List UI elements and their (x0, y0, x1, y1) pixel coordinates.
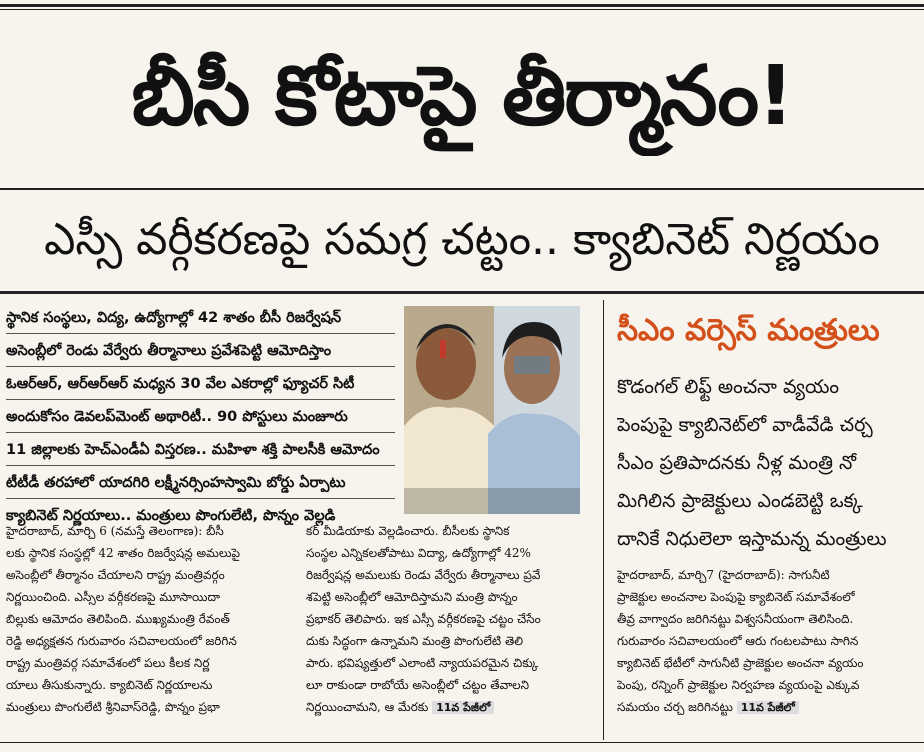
article-line: రెడ్డి అధ్యక్షతన గురువారం సచివాలయంలో జరిగిన (6, 634, 237, 648)
side-body-line: సమయం చర్చ జరిగినట్టు (617, 700, 733, 714)
side-highlight: పెంపుపై క్యాబినెట్‌లో వాడీవేడి చర్చ (617, 414, 873, 436)
side-body-line: పెంపు, రన్నింగ్ ప్రాజెక్టుల నిర్వహణ వ్యయంపై ఎక్కువ (617, 678, 860, 692)
highlight-item: ఓఆర్ఆర్, ఆర్ఆర్ఆర్ మధ్యన 30 వేల ఎకరాల్లో ఫ్యూచర్ సిటీ (6, 369, 395, 400)
article-line: కర్ మీడియాకు వెల్లడించారు. బీసీలకు స్థానిక (306, 524, 510, 538)
side-body-line-last (617, 696, 917, 718)
article-line-last (306, 696, 598, 718)
highlight-item: అందుకోసం డెవలప్‌మెంట్ అథారిటీ.. 90 పోస్టులు మంజూరు (6, 402, 395, 433)
bottom-rule (0, 742, 924, 743)
subhead-divider (0, 291, 924, 294)
ministers-photo-art (404, 306, 580, 514)
highlight-item: టీటీడీ తరహాలో యాదగిరి లక్ష్మీనర్సింహస్వామి బోర్డు ఏర్పాటు (6, 468, 395, 499)
side-highlight: దానికే నిధులెలా ఇస్తామన్న మంత్రులు (617, 528, 887, 550)
top-rule (0, 4, 924, 7)
article-line: రాష్ట్ర మంత్రివర్గ సమావేశంలో పలు కీలక నిర్ణ (6, 656, 210, 670)
side-body-line: తీవ్ర వాగ్వాదం జరిగినట్టు విశ్వసనీయంగా తెలిసింది. (617, 612, 854, 626)
highlight-item: స్థానిక సంస్థలు, విద్య, ఉద్యోగాల్లో 42 శాతం బీసీ రిజర్వేషన్ (6, 303, 395, 334)
side-story-body (617, 564, 917, 718)
highlight-item: క్యాబినెట్ నిర్ణయాలు.. మంత్రులు పొంగులేటి, పొన్నం వెల్లడి (6, 508, 336, 524)
side-highlight: సీఎం ప్రతిపాదనకు నీళ్ల మంత్రి నో (617, 452, 857, 474)
side-body-line: గురువారం సచివాలయంలో ఆరు గంటలపాటు సాగిన (617, 634, 859, 648)
thin-rule-top (0, 9, 924, 10)
article-line: పారు. భవిష్యత్తులో ఎలాంటి న్యాయపరమైన చిక్కు (306, 656, 539, 670)
article-line: హైదరాబాద్, మార్చి 6 (నమస్తే తెలంగాణ): బీసీ (6, 524, 224, 538)
side-body-line: హైదరాబాద్, మార్చి7 (హైదరాబాద్): సాగునీటి (617, 568, 830, 582)
article-line: దుకు సిద్ధంగా ఉన్నామని మంత్రి పొంగులేటి తెలి (306, 634, 524, 648)
article-middle-column (306, 520, 598, 718)
article-line: శపెట్టి అసెంబ్లీలో ఆమోదిస్తామని మంత్రి పొన్నం (306, 590, 518, 604)
column-divider (603, 300, 604, 740)
article-line: ప్రభాకర్ తెలిపారు. ఇక ఎస్సీ వర్గీకరణపై చట్టం చేసేం (306, 612, 541, 626)
article-line: అసెంబ్లీలో తీర్మానం చేయాలని రాష్ట్ర మంత్రివర్గం (6, 568, 225, 582)
article-line: నిర్ణయించామని, ఆ మేరకు (306, 700, 429, 714)
article-line: నిర్ణయించింది. ఎస్సీల వర్గీకరణపై మూసాయిదా (6, 590, 220, 604)
headline: బీసీ కోటాపై తీర్మానం! (131, 49, 793, 144)
article-left-column (6, 520, 298, 718)
article-line: రిజర్వేషన్ల అమలుకు రెండు వేర్వేరు తీర్మానాలు ప్రవే (306, 568, 541, 582)
article-line: బిల్లుకు ఆమోదం తెలిపింది. ముఖ్యమంత్రి రేవంత్ (6, 612, 230, 626)
continued-page-ref[interactable]: 11వ పేజీలో (737, 701, 799, 714)
ministers-photo (404, 306, 580, 514)
side-highlight: కొడంగల్ లిఫ్ట్ అంచనా వ్యయం (617, 376, 840, 398)
continued-page-ref[interactable]: 11వ పేజీలో (432, 701, 494, 714)
article-line: సంస్థల ఎన్నికలతోపాటు విద్యా, ఉద్యోగాల్లో 42% (306, 546, 531, 560)
side-body-line: క్యాబినెట్ భేటీలో సాగునీటి ప్రాజెక్టుల అంచనా వ్యయం (617, 656, 864, 670)
highlight-item: 11 జిల్లాలకు హెచ్ఎండీఏ విస్తరణ.. మహిళా శక్తి పాలసీకి ఆమోదం (6, 435, 395, 466)
side-highlight: మిగిలిన ప్రాజెక్టులు ఎండబెట్టి ఒక్క (617, 490, 863, 512)
highlight-item: అసెంబ్లీలో రెండు వేర్వేరు తీర్మానాలు ప్రవేశపెట్టి ఆమోదిస్తాం (6, 336, 395, 367)
article-line: మంత్రులు పొంగులేటి శ్రీనివాస్‌రెడ్డి, పొన్నం ప్రభా (6, 700, 220, 714)
article-line: యాలు తీసుకున్నారు. క్యాబినెట్ నిర్ణయాలను (6, 678, 213, 692)
side-story-title: సీఎం వర్సెస్ మంత్రులు (617, 313, 880, 348)
subheadline: ఎస్సీ వర్గీకరణపై సమగ్ర చట్టం.. క్యాబినెట్ నిర్ణయం (44, 214, 880, 265)
side-body-line: ప్రాజెక్టుల అంచనాల పెంపుపై క్యాబినెట్ సమావేశంలో (617, 590, 855, 604)
article-line: లూ రాకుండా రాబోయే అసెంబ్లీలో చట్టం తేవాలని (306, 678, 530, 692)
headline-divider (0, 188, 924, 190)
article-line: లకు స్థానిక సంస్థల్లో 42 శాతం రిజర్వేషన్ల అమలుపై (6, 546, 241, 560)
